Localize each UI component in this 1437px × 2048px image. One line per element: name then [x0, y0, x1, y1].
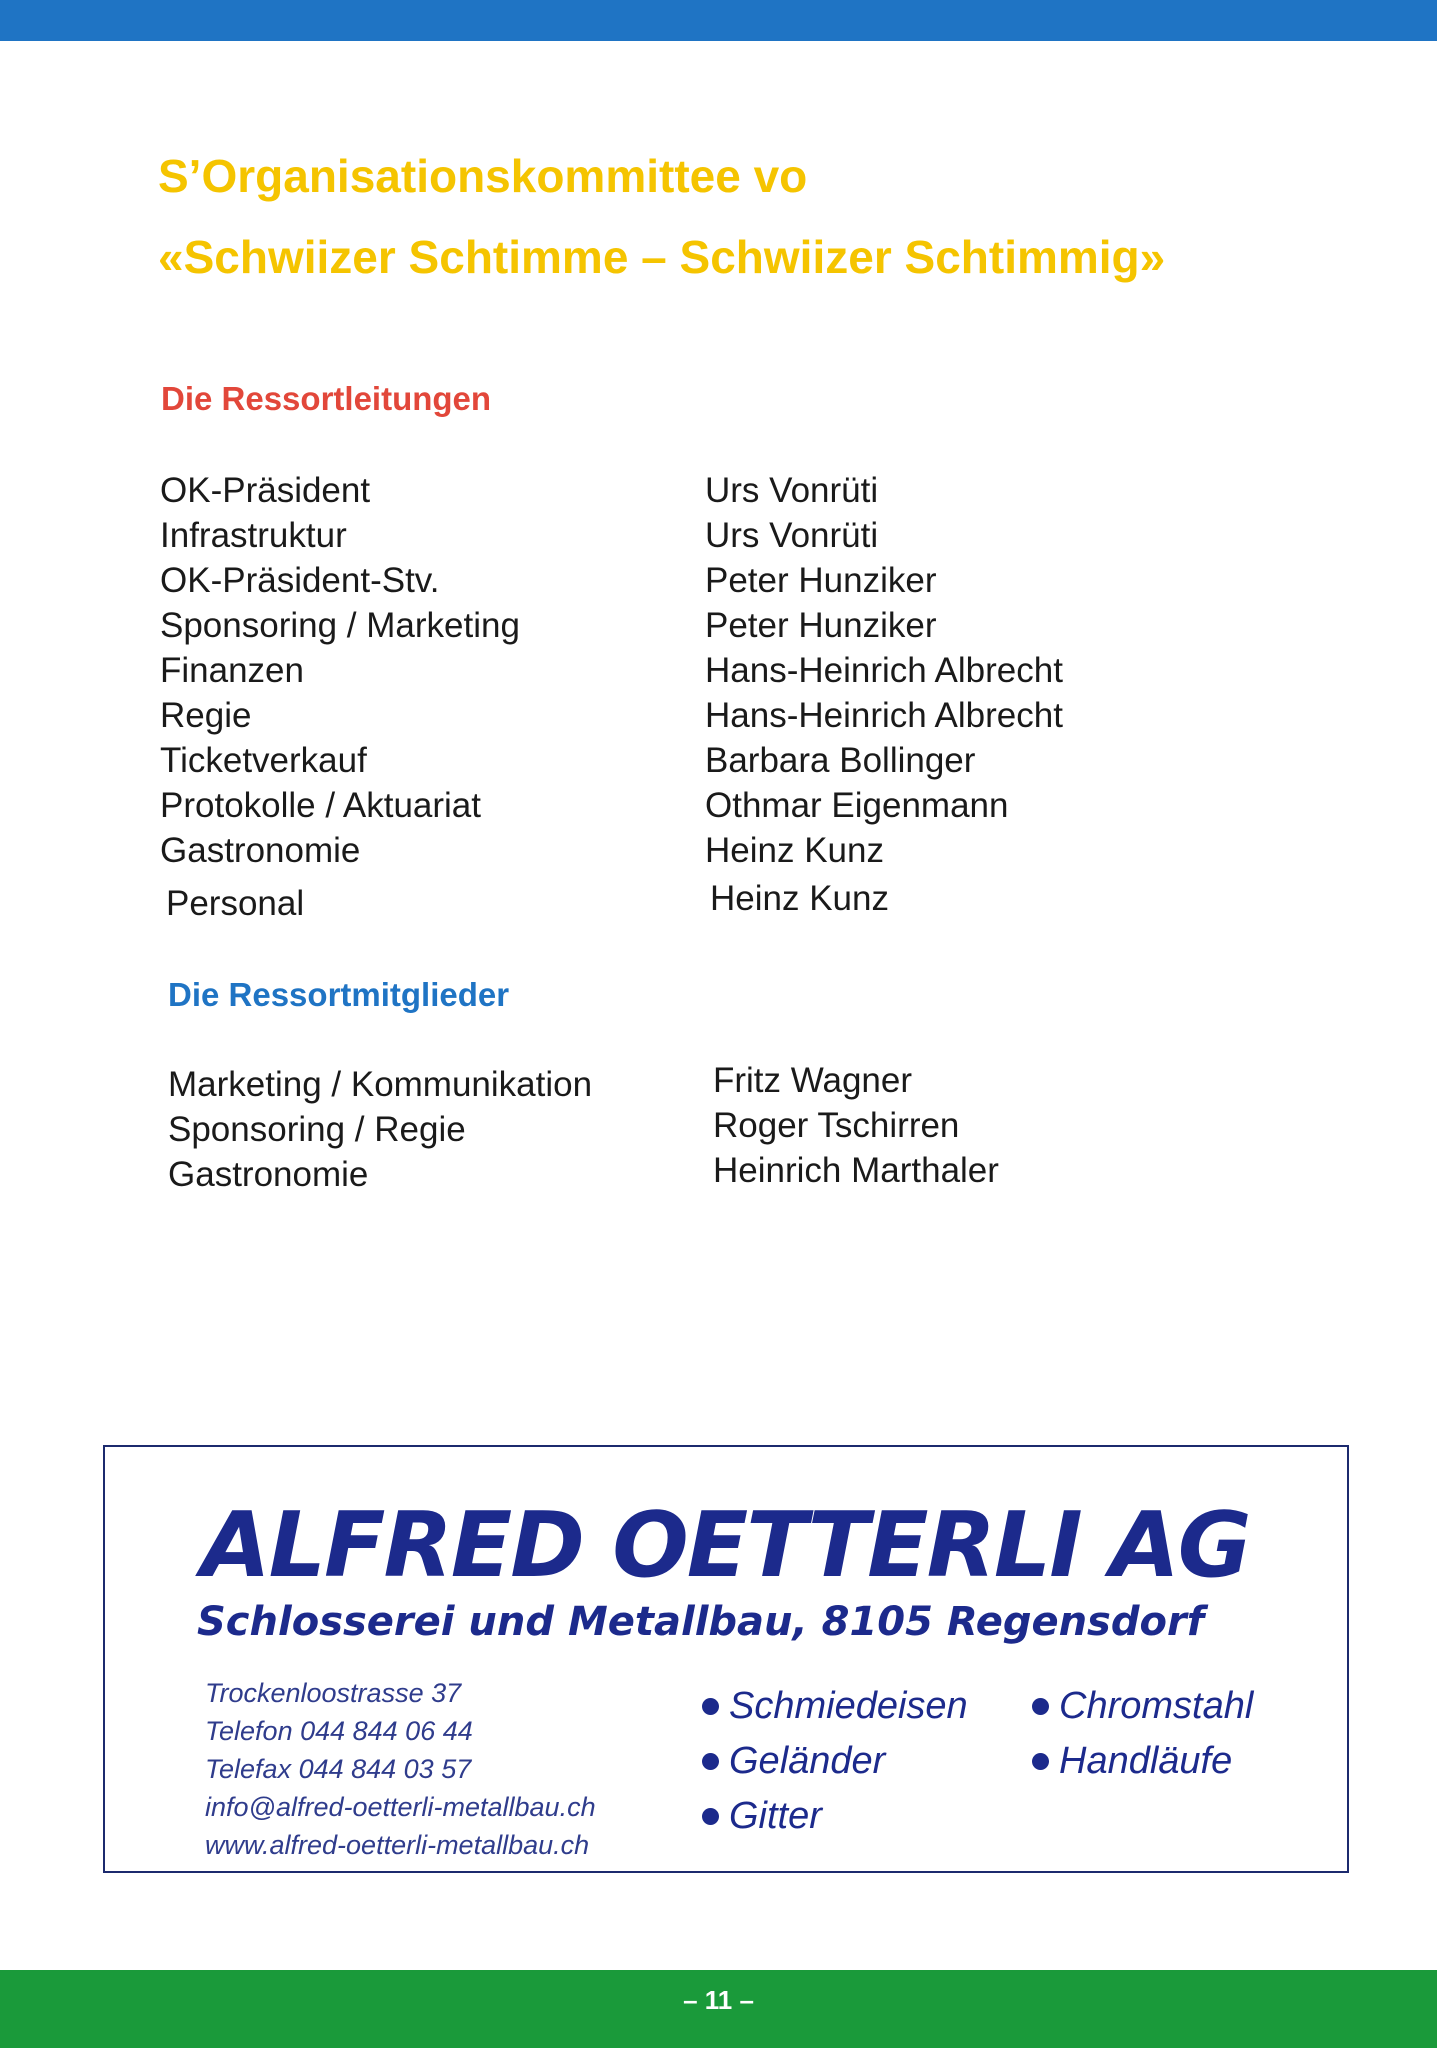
top-color-bar [0, 0, 1437, 41]
person-name: Peter Hunziker [705, 606, 937, 645]
ad-product-label: Geländer [729, 1740, 886, 1782]
person-name: Peter Hunziker [705, 561, 937, 600]
role-label: Personal [166, 884, 305, 923]
person-name: Roger Tschirren [713, 1106, 960, 1145]
ad-contact-info [205, 1674, 596, 1864]
ad-company-name: ALFRED OETTERLI AG [201, 1493, 1250, 1598]
ad-fax: Telefax 044 844 03 57 [205, 1754, 472, 1784]
person-name: Urs Vonrüti [705, 471, 879, 510]
ressortleitungen-heading: Die Ressortleitungen [161, 380, 492, 417]
page-number: – 11 – [683, 1985, 754, 2015]
person-name: Barbara Bollinger [705, 741, 976, 780]
ad-products-column-1 [702, 1679, 968, 1844]
role-label: Sponsoring / Regie [168, 1110, 466, 1149]
role-label: OK-Präsident [160, 471, 371, 510]
ad-website: www.alfred-oetterli-metallbau.ch [205, 1830, 590, 1860]
ad-product-item [702, 1789, 968, 1844]
role-label: Protokolle / Aktuariat [160, 786, 481, 825]
person-name: Heinrich Marthaler [713, 1151, 999, 1190]
ressortmitglieder-names [713, 1058, 999, 1193]
bullet-icon [1032, 1753, 1049, 1770]
person-name: Urs Vonrüti [705, 516, 879, 555]
role-label: Gastronomie [168, 1155, 369, 1194]
ressortleitungen-roles [160, 468, 520, 873]
bullet-icon [702, 1808, 719, 1825]
person-name: Heinz Kunz [710, 879, 889, 918]
ad-tagline: Schlosserei und Metallbau, 8105 Regensdorf [197, 1599, 1205, 1645]
person-name: Fritz Wagner [713, 1061, 913, 1100]
person-name: Heinz Kunz [705, 831, 884, 870]
page-title-line-1: S’Organisationskommittee vo [158, 150, 808, 202]
ad-email: info@alfred-oetterli-metallbau.ch [205, 1792, 596, 1822]
ad-product-label: Gitter [729, 1795, 822, 1837]
ad-product-item [702, 1734, 968, 1789]
page-title-line-2: «Schwiizer Schtimme – Schwiizer Schtimmig» [158, 231, 1166, 283]
ad-product-label: Schmiedeisen [729, 1685, 968, 1727]
bullet-icon [702, 1753, 719, 1770]
role-label: Sponsoring / Marketing [160, 606, 520, 645]
role-label: Infrastruktur [160, 516, 347, 555]
role-label: Gastronomie [160, 831, 361, 870]
person-name: Othmar Eigenmann [705, 786, 1009, 825]
role-label: Ticketverkauf [160, 741, 367, 780]
ressortmitglieder-heading: Die Ressortmitglieder [168, 976, 510, 1013]
ad-phone: Telefon 044 844 06 44 [205, 1716, 473, 1746]
ad-product-item [1032, 1679, 1253, 1734]
advertisement-box [103, 1445, 1349, 1873]
ressortleitungen-names [705, 468, 1063, 873]
role-label: Regie [160, 696, 252, 735]
role-label: Finanzen [160, 651, 304, 690]
role-label: Marketing / Kommunikation [168, 1065, 593, 1104]
ad-product-label: Chromstahl [1059, 1685, 1254, 1727]
person-name: Hans-Heinrich Albrecht [705, 696, 1063, 735]
role-label: OK-Präsident-Stv. [160, 561, 440, 600]
person-name: Hans-Heinrich Albrecht [705, 651, 1063, 690]
ressortmitglieder-roles [168, 1062, 592, 1197]
bullet-icon [1032, 1698, 1049, 1715]
ad-products-column-2 [1032, 1679, 1253, 1789]
ad-product-item [702, 1679, 968, 1734]
ad-address: Trockenloostrasse 37 [205, 1678, 462, 1708]
bullet-icon [702, 1698, 719, 1715]
ad-product-item [1032, 1734, 1253, 1789]
ad-product-label: Handläufe [1059, 1740, 1233, 1782]
